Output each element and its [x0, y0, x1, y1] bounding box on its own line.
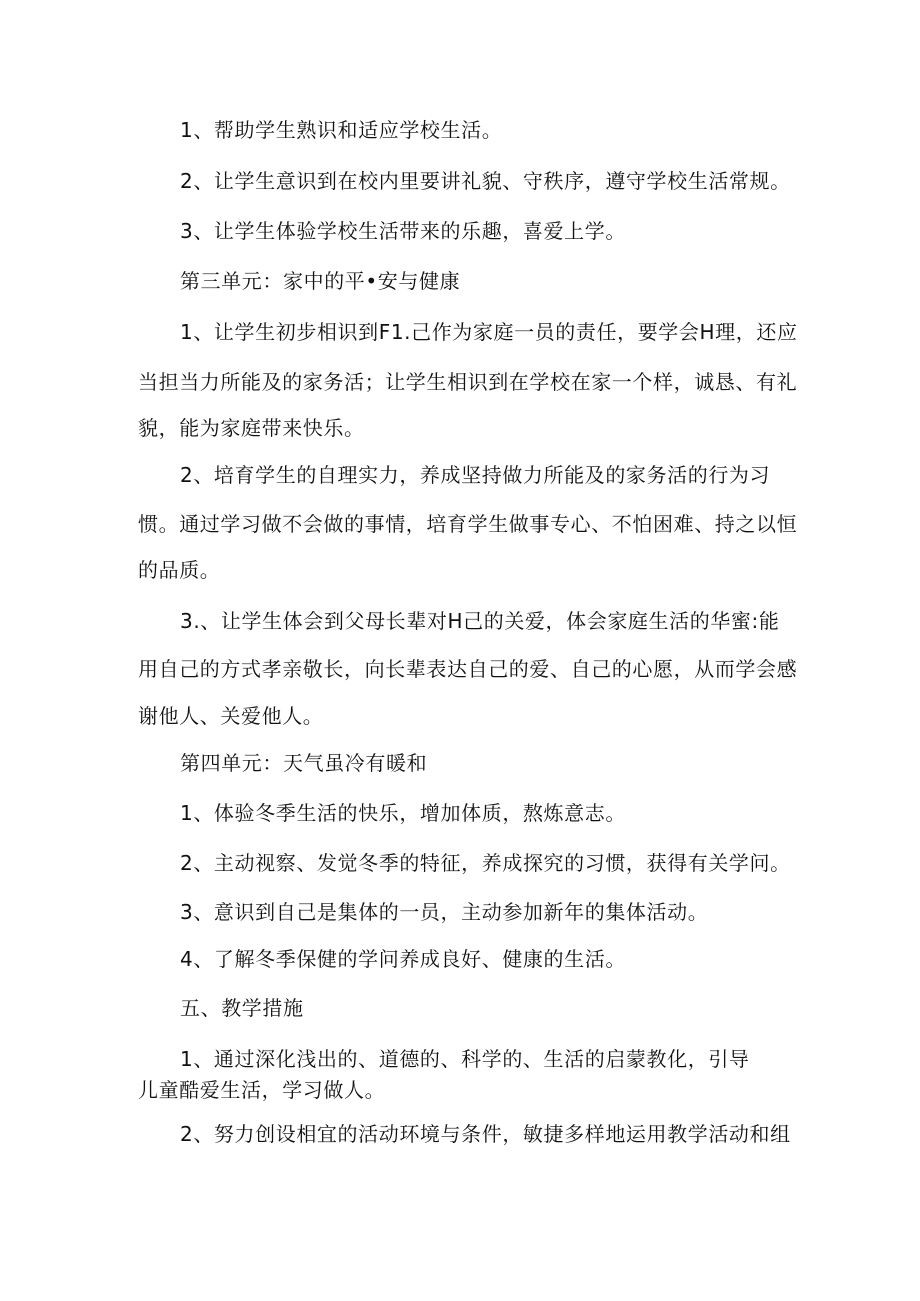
unit3-goal-1-line-2: 当担当力所能及的家务活；让学生相识到在学校在家一个样，诚恳、有礼	[138, 370, 798, 394]
measure-2-line-1: 2、努力创设相宜的活动环境与条件，敏捷多样地运用教学活动和组	[180, 1122, 791, 1146]
unit3-goal-1-line-1: 1、让学生初步相识到F1.己作为家庭一员的责任，要学会H理，还应	[180, 320, 798, 344]
unit4-goal-3: 3、意识到自己是集体的一员，主动参加新年的集体活动。	[180, 900, 709, 924]
unit4-goal-1: 1、体验冬季生活的快乐，增加体质，熬炼意志。	[180, 801, 626, 825]
unit4-goal-4: 4、了解冬季保健的学问养成良好、健康的生活。	[180, 947, 626, 971]
measure-1-line-1: 1、通过深化浅出的、道德的、科学的、生活的启蒙教化，引导	[180, 1047, 750, 1071]
measure-1-line-2: 儿童酷爱生活，学习做人。	[138, 1078, 386, 1102]
unit3-goal-2-line-2: 惯。通过学习做不会做的事情，培育学生做事专心、不怕困难、持之以恒	[138, 512, 798, 536]
unit4-goal-2: 2、主动视察、发觉冬季的特征，养成探究的习惯，获得有关学问。	[180, 851, 791, 875]
unit3-goal-2-line-1: 2、培育学生的自理实力，养成坚持做力所能及的家务活的行为习	[180, 463, 771, 487]
unit2-goal-2: 2、让学生意识到在校内里要讲礼貌、守秩序，遵守学校生活常规。	[180, 169, 791, 193]
unit3-goal-3-line-2: 用自己的方式孝亲敬长，向长辈表达自己的爱、自己的心愿，从而学会感	[138, 657, 798, 681]
unit2-goal-3: 3、让学生体验学校生活带来的乐趣，喜爱上学。	[180, 219, 626, 243]
unit2-goal-1: 1、帮助学生熟识和适应学校生活。	[180, 118, 503, 142]
section-5-heading: 五、教学措施	[180, 996, 304, 1020]
unit3-goal-3-line-3: 谢他人、关爱他人。	[138, 704, 324, 728]
unit3-goal-3-line-1: 3.、让学生体会到父母长辈对H己的关爱，体会家庭生活的华蜜:能	[180, 609, 780, 633]
unit4-heading: 第四单元：天气虽冷有暖和	[180, 751, 428, 775]
unit3-heading: 第三单元：家中的平•安与健康	[180, 269, 461, 293]
unit3-goal-2-line-3: 的品质。	[138, 558, 221, 582]
unit3-goal-1-line-3: 貌，能为家庭带来快乐。	[138, 416, 365, 440]
